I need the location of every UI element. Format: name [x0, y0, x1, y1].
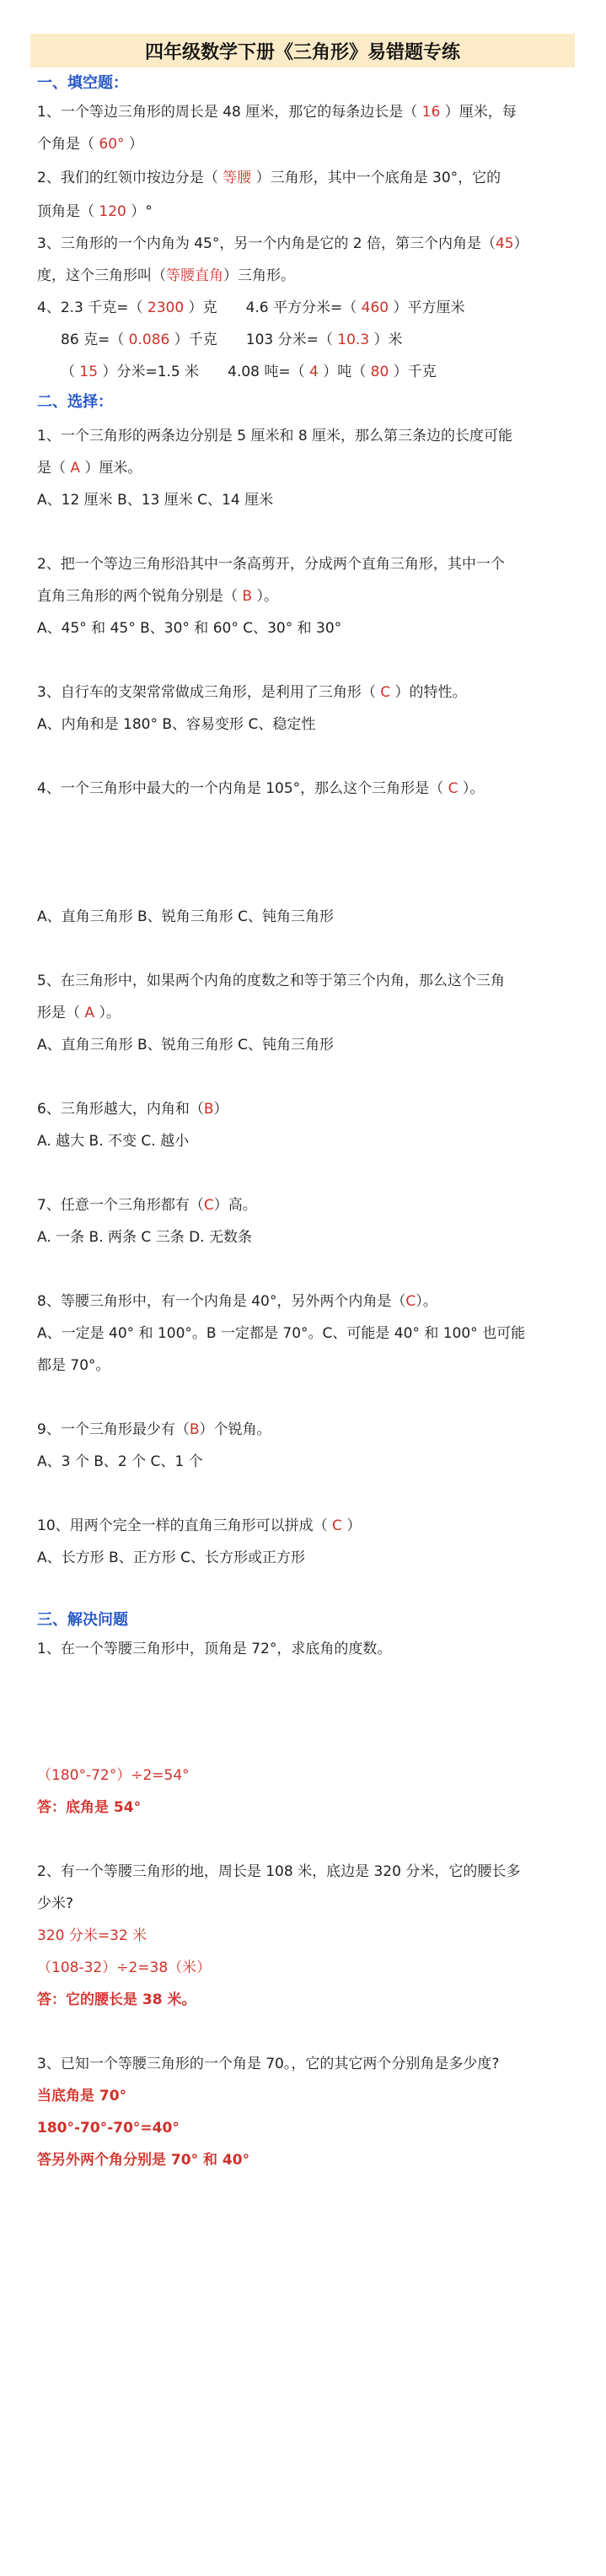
answer: B: [238, 588, 257, 605]
problem-q2-line2: 少米?: [37, 1895, 74, 1912]
answer: 15: [75, 364, 103, 380]
answer: 45: [495, 235, 514, 252]
worksheet-title: [30, 34, 575, 67]
choice-q8-options-line2: 都是 70°。: [37, 1357, 110, 1374]
fill-q4-row2: 86 克=（ 0.086 ）千克 103 分米=（ 10.3 ）米: [61, 331, 403, 348]
choice-q1-options: A、12 厘米 B、13 厘米 C、14 厘米: [37, 492, 274, 509]
answer: B: [203, 1101, 214, 1118]
choice-q2-options: A、45° 和 45° B、30° 和 60° C、30° 和 30°: [37, 620, 342, 637]
problem-q1-answer: 答：底角是 54°: [37, 1799, 142, 1816]
choice-q3-options: A、内角和是 180° B、容易变形 C、稳定性: [37, 716, 316, 733]
problem-q2-step1: 320 分米=32 米: [37, 1927, 147, 1944]
answer: 2300: [142, 299, 189, 316]
problem-q2-step2: （108-32）÷2=38（米）: [37, 1959, 212, 1976]
fill-q2-line2: 顶角是（ 120 ）°: [37, 203, 153, 220]
answer: A: [80, 1005, 99, 1021]
answer: 0.086: [124, 331, 174, 348]
fill-q2-line1: 2、我们的红领巾按边分是（ 等腰 ）三角形，其中一个底角是 30°，它的: [37, 170, 501, 186]
choice-q8-options-line1: A、一定是 40° 和 100°。B 一定都是 70°。C、可能是 40° 和 100° 也可能: [37, 1325, 526, 1342]
answer: 60°: [94, 136, 129, 153]
answer: 10.3: [332, 331, 374, 348]
section-heading-fill: 一、填空题：: [37, 74, 128, 92]
choice-q8-line1: 8、等腰三角形中，有一个内角是 40°，另外两个内角是（C）。: [37, 1293, 437, 1310]
section-heading-choice: 二、选择：: [37, 393, 113, 411]
answer: 4: [304, 364, 324, 380]
choice-q9-options: A、3 个 B、2 个 C、1 个: [37, 1453, 203, 1470]
choice-q7-options: A. 一条 B. 两条 C 三条 D. 无数条: [37, 1229, 252, 1246]
answer: 等腰直角: [166, 267, 223, 284]
answer: C: [375, 684, 395, 701]
choice-q6-options: A. 越大 B. 不变 C. 越小: [37, 1133, 190, 1150]
answer: C: [405, 1293, 416, 1310]
fill-q1-line1: 1、一个等边三角形的周长是 48 厘米，那它的每条边长是（ 16 ）厘米，每: [37, 104, 517, 121]
answer: C: [443, 780, 463, 797]
problem-q3-text: 3、已知一个等腰三角形的一个角是 70。，它的其它两个分别角是多少度?: [37, 2056, 500, 2072]
answer: 460: [357, 299, 394, 316]
choice-q7-line1: 7、任意一个三角形都有（C）高。: [37, 1197, 257, 1214]
fill-q4-row3: （ 15 ）分米=1.5 米 4.08 吨=（ 4 ）吨（ 80 ）千克: [61, 364, 437, 380]
problem-q1-solution: （180°-72°）÷2=54°: [37, 1767, 190, 1784]
choice-q5-options: A、直角三角形 B、锐角三角形 C、钝角三角形: [37, 1037, 334, 1054]
problem-q3-step2: 180°-70°-70°=40°: [37, 2120, 180, 2137]
fill-q1-line2: 个角是（ 60° ）: [37, 136, 143, 153]
choice-q5-line2: 形是（ A ）。: [37, 1005, 121, 1021]
choice-q10-line1: 10、用两个完全一样的直角三角形可以拼成（ C ）: [37, 1517, 362, 1534]
answer: 等腰: [217, 170, 256, 186]
fill-q3-line1: 3、三角形的一个内角为 45°，另一个内角是它的 2 倍，第三个内角是（45）: [37, 235, 528, 252]
choice-q2-line2: 直角三角形的两个锐角分别是（ B ）。: [37, 588, 278, 605]
choice-q1-line1: 1、一个三角形的两条边分别是 5 厘米和 8 厘米，那么第三条边的长度可能: [37, 428, 513, 445]
problem-q3-answer: 答另外两个角分别是 70° 和 40°: [37, 2152, 250, 2169]
answer: 80: [366, 364, 394, 380]
problem-q2-line1: 2、有一个等腰三角形的地，周长是 108 米，底边是 320 分米，它的腰长多: [37, 1863, 521, 1880]
title-text: 四年级数学下册《三角形》易错题专练: [144, 41, 460, 63]
choice-q9-line1: 9、一个三角形最少有（B）个锐角。: [37, 1421, 271, 1438]
fill-q3-line2: 度，这个三角形叫（等腰直角）三角形。: [37, 267, 295, 284]
choice-q4-options: A、直角三角形 B、锐角三角形 C、钝角三角形: [37, 908, 334, 925]
choice-q1-line2: 是（ A ）厘米。: [37, 460, 142, 477]
choice-q4-line1: 4、一个三角形中最大的一个内角是 105°，那么这个三角形是（ C ）。: [37, 780, 485, 797]
choice-q6-line1: 6、三角形越大，内角和（B）: [37, 1101, 228, 1118]
choice-q2-line1: 2、把一个等边三角形沿其中一条高剪开，分成两个直角三角形，其中一个: [37, 556, 505, 573]
choice-q5-line1: 5、在三角形中，如果两个内角的度数之和等于第三个内角，那么这个三角: [37, 973, 505, 989]
problem-q2-answer: 答：它的腰长是 38 米。: [37, 1991, 196, 2008]
answer: B: [189, 1421, 200, 1438]
answer: 120: [94, 203, 131, 220]
answer: 16: [417, 104, 445, 121]
fill-q4-row1: 4、2.3 千克=（ 2300 ）克 4.6 平方分米=（ 460 ）平方厘米: [37, 299, 465, 316]
problem-q3-step1: 当底角是 70°: [37, 2088, 127, 2104]
answer: C: [203, 1197, 214, 1214]
problem-q1-text: 1、在一个等腰三角形中，顶角是 72°，求底角的度数。: [37, 1641, 392, 1657]
section-heading-problems: 三、解决问题: [37, 1611, 128, 1629]
answer: A: [66, 460, 85, 477]
choice-q3-line1: 3、自行车的支架常常做成三角形，是利用了三角形（ C ）的特性。: [37, 684, 467, 701]
answer: C: [327, 1517, 347, 1534]
choice-q10-options: A、长方形 B、正方形 C、长方形或正方形: [37, 1549, 305, 1566]
